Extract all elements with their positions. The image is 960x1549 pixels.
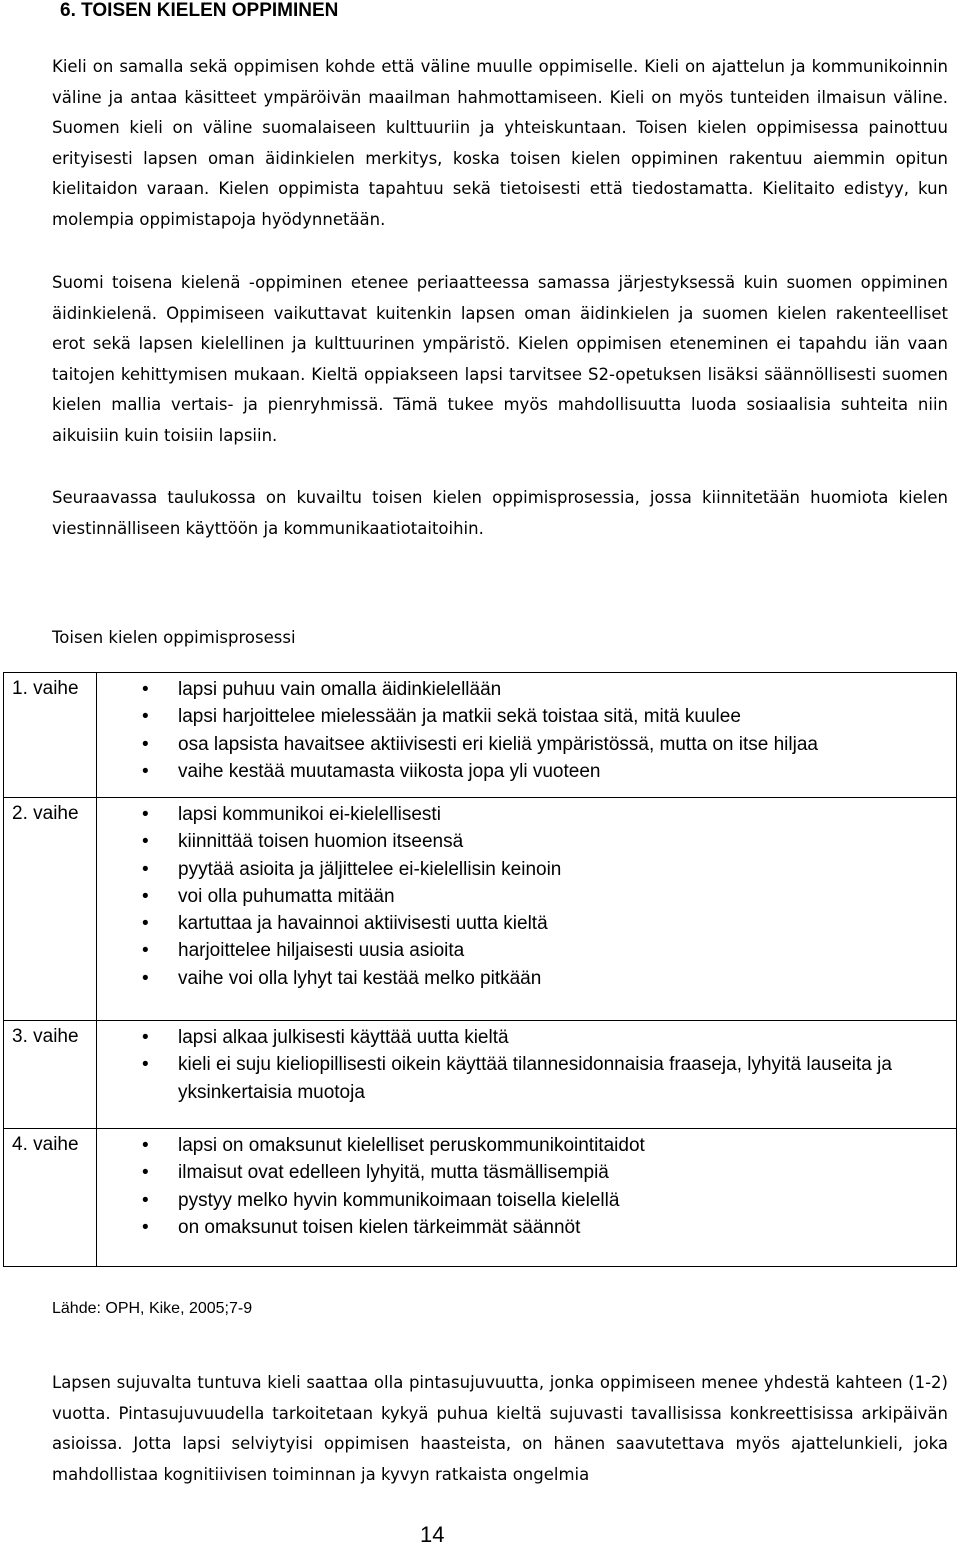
list-item: • osa lapsista havaitsee aktiivisesti eri kieliä ympäristössä, mutta on itse hiljaa <box>97 731 956 758</box>
phase-items <box>97 1021 957 1129</box>
table-caption: Toisen kielen oppimisprosessi <box>52 628 296 647</box>
table-intro-paragraph: Seuraavassa taulukossa on kuvailtu toisen kielen oppimisprosessia, jossa kiinnitetään huomiota kielen viestinnälliseen käyttöön ja kommunikaatiotaitoihin. <box>52 488 948 538</box>
table-row <box>4 1129 957 1267</box>
list-item: • kiinnittää toisen huomion itseensä <box>97 828 956 855</box>
list-item: • kartuttaa ja havainnoi aktiivisesti uutta kieltä <box>97 910 956 937</box>
list-item: • lapsi harjoittelee mielessään ja matkii sekä toistaa sitä, mitä kuulee <box>97 703 956 730</box>
list-item: • kieli ei suju kieliopillisesti oikein käyttää tilannesidonnaisia fraaseja, lyhyitä lauseita ja yksinkertaisia muotoja <box>97 1051 956 1106</box>
list-item: • lapsi puhuu vain omalla äidinkielellään <box>97 676 956 703</box>
table-row <box>4 798 957 1021</box>
list-item: • on omaksunut toisen kielen tärkeimmät säännöt <box>97 1214 956 1241</box>
list-item: • lapsi on omaksunut kielelliset peruskommunikointitaidot <box>97 1132 956 1159</box>
phase-label: 2. vaihe <box>4 798 97 1021</box>
page-number: 14 <box>420 1522 445 1547</box>
table-row <box>4 1021 957 1129</box>
section-heading: 6. TOISEN KIELEN OPPIMINEN <box>60 0 339 21</box>
phase-label: 3. vaihe <box>4 1021 97 1129</box>
list-item: • pyytää asioita ja jäljittelee ei-kielellisin keinoin <box>97 856 956 883</box>
list-item: • lapsi alkaa julkisesti käyttää uutta kieltä <box>97 1024 956 1051</box>
phase-items <box>97 798 957 1021</box>
list-item: • lapsi kommunikoi ei-kielellisesti <box>97 801 956 828</box>
closing-paragraph: Lapsen sujuvalta tuntuva kieli saattaa olla pintasujuvuutta, jonka oppimiseen menee yhdestä kahteen (1-2) vuotta. Pintasujuvuudella tarkoitetaan kykyä puhua kieltä sujuvasti tavallisissa konkreettisissa arkipäivän asioissa. Jotta lapsi selviytyisi oppimisen haasteista, on hänen saavutettava myös ajattelunkieli, joka mahdollistaa kognitiivisen toiminnan ja kyvyn ratkaista ongelmia <box>52 1373 948 1484</box>
source-citation: Lähde: OPH, Kike, 2005;7-9 <box>52 1300 253 1317</box>
intro-paragraph: Kieli on samalla sekä oppimisen kohde että väline muulle oppimiselle. Kieli on ajattelun ja kommunikoinnin väline ja antaa käsitteet ympäröivän maailman hahmottamiseen. Kieli on myös tunteiden ilmaisun väline. Suomen kieli on väline suomalaiseen kulttuuriin ja yhteiskuntaan. Toisen kielen oppimisessa painottuu erityisesti lapsen oman äidinkielen merkitys, koska toisen kielen oppiminen rakentuu aiemmin opitun kielitaidon varaan. Kielen oppimista tapahtuu sekä tietoisesti että tiedostamatta. Kielitaito edistyy, kun molempia oppimistapoja hyödynnetään. <box>52 57 948 229</box>
learning-process-table <box>3 672 957 1267</box>
second-language-paragraph: Suomi toisena kielenä -oppiminen etenee periaatteessa samassa järjestyksessä kuin suomen oppiminen äidinkielenä. Oppimiseen vaikuttavat kuitenkin lapsen oman äidinkielen ja suomen kielen rakenteelliset erot sekä lapsen kielellinen ja kulttuurinen ympäristö. Kielen oppimisen eteneminen ei tapahdu iän vaan taitojen kehittymisen mukaan. Kieltä oppiakseen lapsi tarvitsee S2-opetuksen lisäksi säännöllisesti suomen kielen mallia vertais- ja pienryhmissä. Tämä tukee myös mahdollisuutta luoda sosiaalisia suhteita niin aikuisiin kuin toisiin lapsiin. <box>52 273 948 445</box>
list-item: • vaihe voi olla lyhyt tai kestää melko pitkään <box>97 965 956 992</box>
list-item: • harjoittelee hiljaisesti uusia asioita <box>97 937 956 964</box>
phase-items <box>97 673 957 798</box>
list-item: • pystyy melko hyvin kommunikoimaan toisella kielellä <box>97 1187 956 1214</box>
list-item: • vaihe kestää muutamasta viikosta jopa yli vuoteen <box>97 758 956 785</box>
list-item: • voi olla puhumatta mitään <box>97 883 956 910</box>
phase-label: 4. vaihe <box>4 1129 97 1267</box>
phase-label: 1. vaihe <box>4 673 97 798</box>
table-row <box>4 673 957 798</box>
phase-items <box>97 1129 957 1267</box>
list-item: • ilmaisut ovat edelleen lyhyitä, mutta täsmällisempiä <box>97 1159 956 1186</box>
